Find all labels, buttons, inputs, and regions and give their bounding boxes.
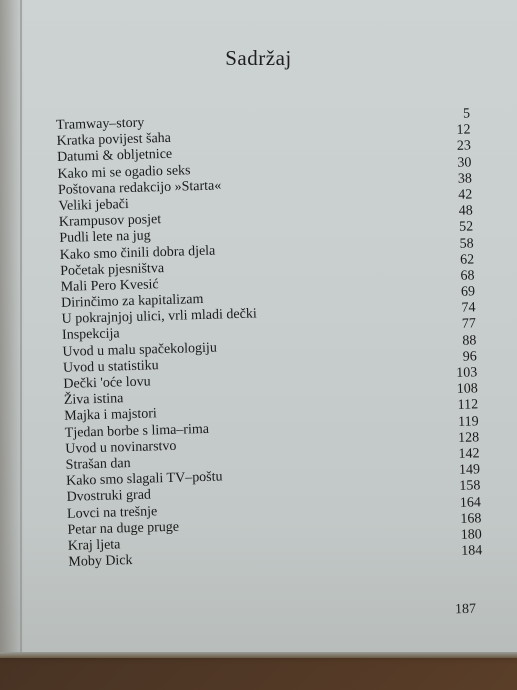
toc-entry-title: Mali Pero Kvesić	[60, 277, 159, 295]
toc-entry-title: Datumi & obljetnice	[56, 147, 173, 166]
toc-entry-page: 180	[460, 527, 483, 543]
page-edge	[0, 652, 517, 658]
toc-entry-title: Kratka povijest šaha	[56, 130, 172, 150]
toc-entry-title: Krampusov posjet	[58, 212, 162, 231]
toc-entry-page: 62	[459, 252, 475, 268]
toc-entry-title: Dečki 'oće lovu	[63, 374, 151, 392]
toc-entry-page: 74	[461, 300, 476, 316]
toc-entry-title: Kraj ljeta	[67, 537, 121, 554]
toc-entry-page: 108	[456, 381, 478, 398]
toc-entry-title: Poštovana redakcijo »Starta«	[57, 178, 222, 198]
toc-entry-title: Kako smo činili dobra djela	[59, 243, 216, 263]
toc-entry-page: 68	[460, 268, 475, 284]
toc-entry-title: Dvostruki grad	[66, 487, 152, 506]
toc-entry-title: Uvod u novinarstvo	[65, 438, 177, 457]
toc-entry-page: 158	[459, 478, 481, 495]
toc-entry-title: Petar na duge pruge	[67, 519, 180, 538]
toc-entry-title: Strašan dan	[65, 455, 131, 473]
toc-entry-title: Početak pjesništva	[60, 260, 165, 279]
toc-entry-title: Tramway–story	[56, 115, 145, 133]
toc-entry-page: 142	[458, 446, 480, 462]
toc-entry-title: Kako mi se ogadio seks	[57, 162, 191, 182]
toc-entry-title: Veliki jebači	[58, 196, 130, 214]
toc-entry-page: 30	[457, 154, 472, 171]
toc-entry-page: 149	[458, 462, 481, 479]
toc-entry-title: Majka i majstori	[64, 406, 158, 425]
toc-entry-title: Inspekcija	[61, 326, 120, 344]
page-title: Sadržaj	[225, 46, 292, 70]
toc-entry-title: Lovci na trešnje	[66, 503, 158, 522]
toc-entry-page: 103	[456, 365, 478, 381]
toc-entry-page: 12	[456, 122, 471, 139]
page-spine	[20, 0, 22, 652]
toc-entry-title: Uvod u statistiku	[62, 358, 159, 376]
toc-entry-title: U pokrajnjoj ulici, vrli mladi dečki	[61, 306, 257, 328]
toc-entry-title: Uvod u malu spačekologiju	[62, 340, 218, 360]
toc-entry-page: 168	[460, 510, 482, 527]
toc-entry-page: 69	[460, 284, 476, 300]
toc-entry-page: 42	[458, 187, 473, 203]
page-number: 187	[454, 601, 477, 618]
toc-entry-page: 48	[458, 203, 473, 219]
table-of-contents	[56, 106, 482, 571]
toc-entry-page: 5	[462, 106, 471, 122]
toc-entry-title: Tjedan borbe s lima–rima	[64, 421, 210, 441]
toc-entry-title: Moby Dick	[68, 553, 133, 570]
toc-entry-page: 58	[459, 235, 474, 252]
toc-entry-page: 119	[457, 413, 479, 430]
toc-entry-page: 38	[457, 171, 473, 187]
toc-entry-page: 52	[459, 219, 474, 236]
toc-entry-page: 184	[461, 543, 483, 559]
toc-entry-page: 88	[462, 332, 477, 349]
toc-entry-page: 164	[459, 494, 482, 511]
toc-entry-title: Pudli lete na jug	[59, 228, 151, 247]
toc-entry-title: Dirinčimo za kapitalizam	[60, 292, 204, 311]
toc-entry-title: Kako smo slagali TV–poštu	[65, 469, 223, 489]
toc-entry-page: 77	[461, 316, 477, 333]
toc-entry-page: 23	[456, 138, 472, 155]
toc-entry-page: 96	[462, 349, 478, 365]
toc-entry-page: 112	[457, 397, 479, 414]
toc-entry-title: Živa istina	[63, 391, 124, 409]
toc-entry-page: 128	[457, 430, 480, 446]
